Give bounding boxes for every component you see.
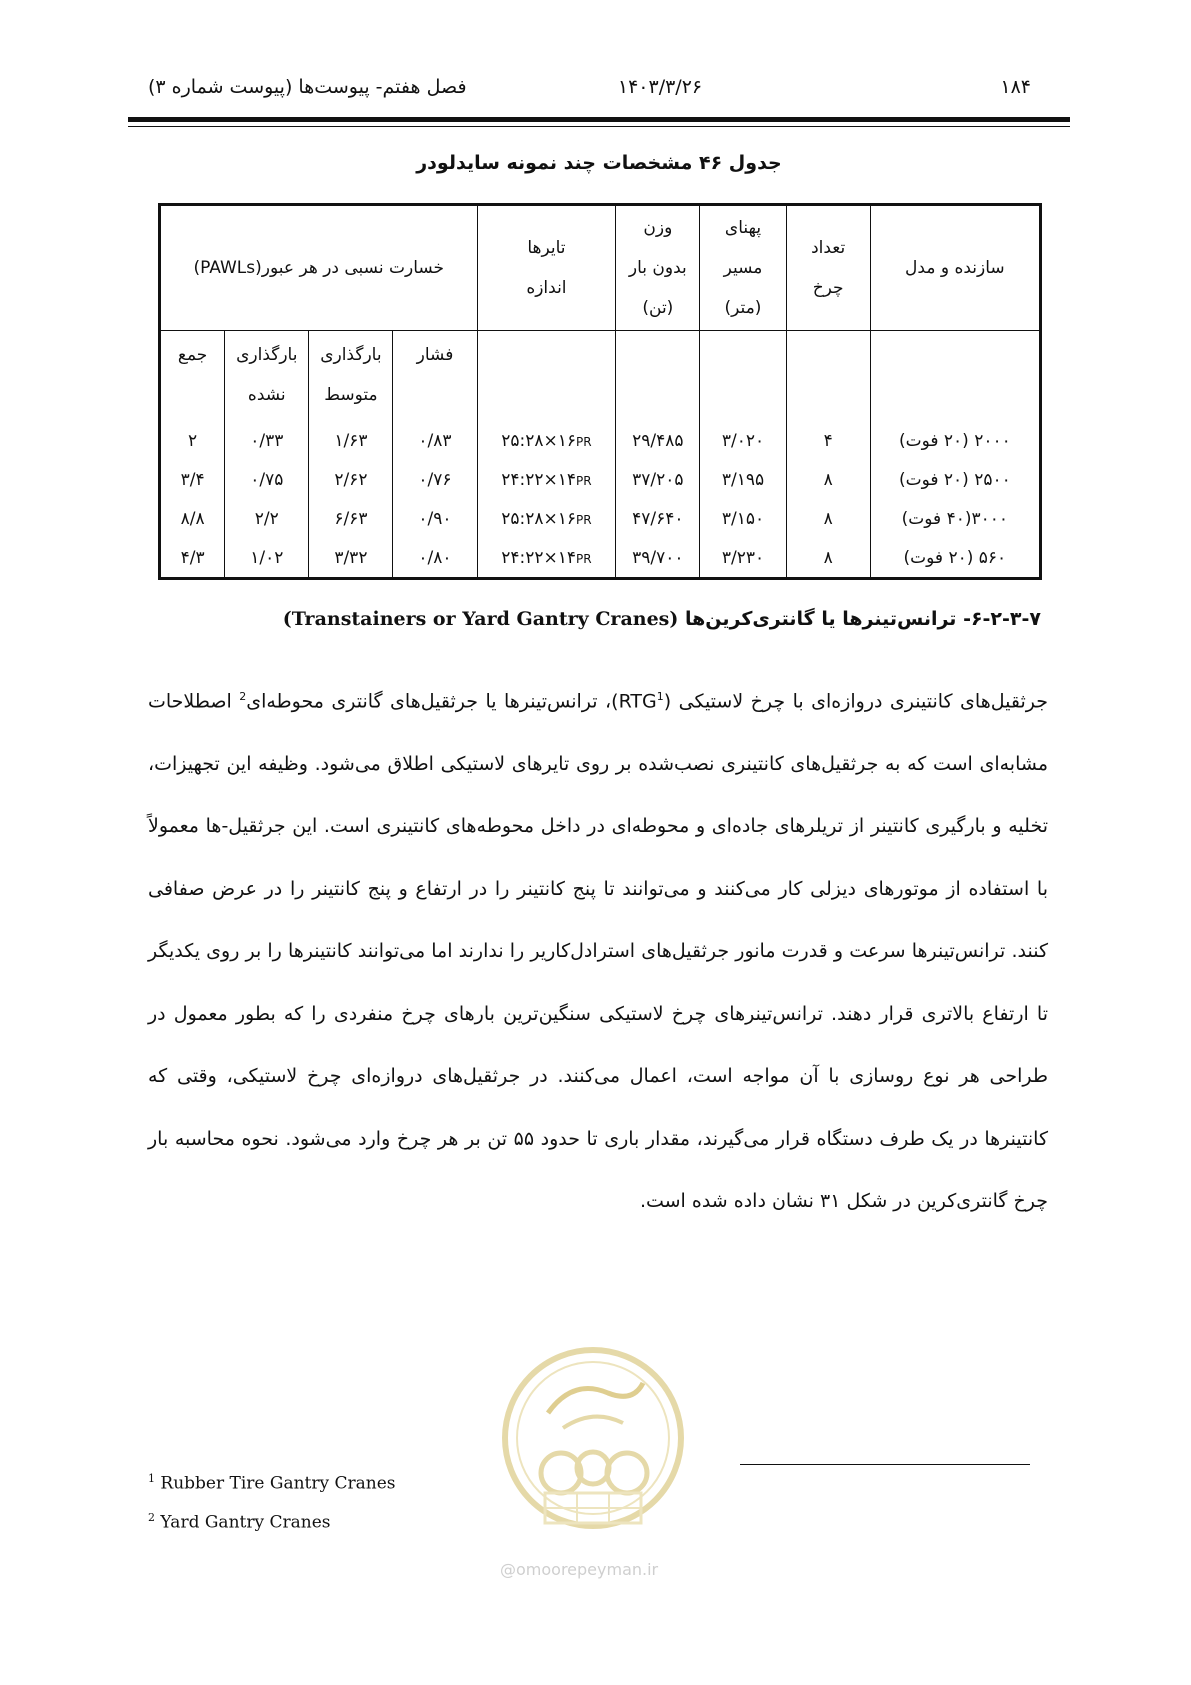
section-number: ۶-۲-۳-۷- [963,608,1041,630]
footnote-separator [740,1464,1030,1465]
header-maker: سازنده و مدل [870,205,1040,331]
subheader-pressure: فشار [393,331,477,422]
header-date: ۱۴۰۳/۳/۲۶ [617,76,703,98]
header-track: پهنای مسیر (متر) [700,205,786,331]
header-rule-thick [128,117,1070,122]
header-weight: وزن بدون بار (تن) [616,205,700,331]
table-caption: جدول ۴۶ مشخصات چند نمونه سایدلودر [416,152,782,174]
watermark-url: @omoorepeyman.ir [500,1560,659,1579]
page-number: ۱۸۴ [1000,76,1031,98]
chapter-title: فصل هفتم- پیوست‌ها (پیوست شماره ۳) [148,76,467,98]
header-pawl: خسارت نسبی در هر عبور(PAWLs) [160,205,478,331]
header-rule-thin [128,126,1070,127]
header-wheels: تعداد چرخ [786,205,870,331]
publisher-seal-watermark [493,1333,693,1553]
table-subheader-row [160,331,1041,422]
sideloader-spec-table [158,203,1042,580]
table-row: ۲۰۰۰ (۲۰ فوت) ۴ ۳/۰۲۰ ۲۹/۴۸۵ ۲۵:۲۸×۱۶PR ۰/۸۳ ۱/۶۳ ۰/۳۳ ۲ [160,421,1041,460]
footnote-2: $^2$ Yard Gantry Cranes [148,1511,331,1533]
section-heading [283,608,1041,630]
footnote-ref-1[interactable]: 1 [656,690,664,703]
section-title-fa: ترانس‌تینرها یا گانتری‌کرین‌ها [684,608,957,630]
table-row: ۵۶۰ (۲۰ فوت) ۸ ۳/۲۳۰ ۳۹/۷۰۰ ۲۴:۲۲×۱۴PR ۰/۸۰ ۳/۳۲ ۱/۰۲ ۴/۳ [160,538,1041,579]
subheader-total: جمع [177,345,208,365]
subheader-medium: بارگذاری متوسط [309,331,393,422]
footnote-1: $^1$ Rubber Tire Gantry Cranes [148,1472,396,1494]
footnote-ref-2[interactable]: 2 [239,690,247,703]
header-tires: تایرها اندازه [477,205,616,331]
subheader-unloaded: بارگذاری نشده [225,331,309,422]
body-paragraph: جرثقیل‌های کانتینری دروازه‌ای با چرخ لاستیکی (RTG$^1$)، ترانس‌تینرها یا جرثقیل‌های گانتری محوطه‌ای$^2$ اصطلاحات مشابه‌ای است که به جرثقیل‌های کانتینری نصب‌شده بر روی تایرهای لاستیکی اطلاق می‌شود. وظیفه این تجهیزات، تخلیه و بارگیری کانتینر از تریلرهای جاده‌ای و محوطه‌ای در داخل محوطه‌های کانتینری است. این جرثقیل-ها معمولاً با استفاده از موتورهای دیزلی کار می‌کنند و می‌توانند تا پنج کانتینر را در ارتفاع و پنج کانتینر را در عرض صفافی کنند. ترانس‌تینرها سرعت و قدرت مانور جرثقیل‌های استرادل‌کاریر را ندارند اما می‌توانند کانتینرها را بر روی یکدیگر تا ارتفاع بالاتری قرار دهند. ترانس‌تینرهای چرخ لاستیکی سنگین‌ترین بارهای چرخ منفردی را که بطور معمول در طراحی هر نوع روسازی با آن مواجه است، اعمال می‌کنند. در جرثقیل‌های دروازه‌ای چرخ لاستیکی، وقتی که کانتینرها در یک طرف دستگاه قرار می‌گیرند، مقدار باری تا حدود ۵۵ تن بر هر چرخ وارد می‌شود. نحوه محاسبه بار چرخ گانتری‌کرین در شکل ۳۱ نشان داده شده است. [148,690,1048,1213]
rtg-abbr: RTG [618,690,657,713]
section-title-en: (Transtainers or Yard Gantry Cranes) [282,608,679,630]
table-header-row [160,205,1041,331]
table-row: ۲۵۰۰ (۲۰ فوت) ۸ ۳/۱۹۵ ۳۷/۲۰۵ ۲۴:۲۲×۱۴PR ۰/۷۶ ۲/۶۲ ۰/۷۵ ۳/۴ [160,460,1041,499]
table-row: ۳۰۰۰(۴۰ فوت) ۸ ۳/۱۵۰ ۴۷/۶۴۰ ۲۵:۲۸×۱۶PR ۰/۹۰ ۶/۶۳ ۲/۲ ۸/۸ [160,499,1041,538]
